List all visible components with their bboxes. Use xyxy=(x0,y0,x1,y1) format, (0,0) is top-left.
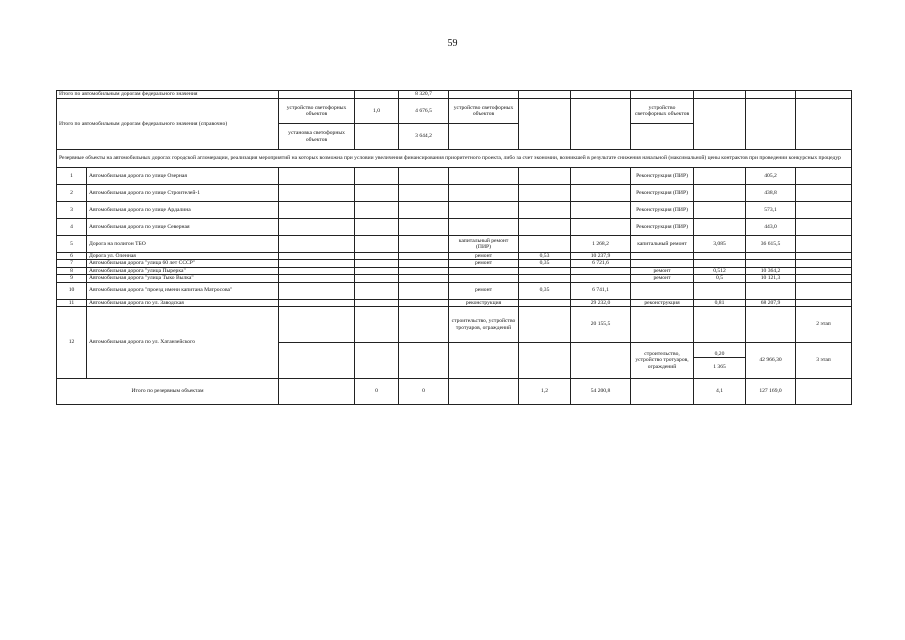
federal-total-amount: 8 320,7 xyxy=(399,91,449,99)
table-row: 2 Автомобильная дорога по улице Строителей-1 Реконструкция (ПИР) 438,8 xyxy=(57,185,852,202)
federal-reference-row-2: установка светофорных объектов 3 644,2 xyxy=(57,124,852,150)
table-row: 9 Автомобильная дорога "улица Тыко Вылка" ремонт 0,5 10 121,3 xyxy=(57,275,852,282)
table-row: 7 Автомобильная дорога "улица 60 лет СССР" ремонт 0,35 6 721,6 xyxy=(57,260,852,267)
reserve-header: Резервные объекты на автомобильных дорогах городской агломерации, реализация мероприятий на которых возможна при условии увеличения финансирования приоритетного проекта, либо за счет экономии, возникшей в результате снижения начальной (максимальной) цены контрактов при проведении конкурсных процедур xyxy=(57,150,852,168)
federal-reference-label: Итого по автомобильным дорогам федерального значения (справочно) xyxy=(57,99,279,150)
table-row: 3 Автомобильная дорога по улице Ардалина Реконструкция (ПИР) 573,1 xyxy=(57,202,852,219)
objects-table xyxy=(56,90,852,405)
table-row: 1 Автомобильная дорога по улице Озерная Реконструкция (ПИР) 405,2 xyxy=(57,168,852,185)
table-row: 6 Дорога ул. Оленная ремонт 0,53 10 237,9 xyxy=(57,253,852,260)
federal-total-row xyxy=(57,91,852,99)
federal-total-label: Итого по автомобильным дорогам федерального значения xyxy=(57,91,279,99)
table-row: 11 Автомобильная дорога по ул. Заводская реконструкция 29 232,0 реконструкция 0,81 68 207,9 xyxy=(57,299,852,306)
reserve-header-row xyxy=(57,150,852,168)
table-row: 12 Автомобильная дорога по ул. Хатанзейского строительство, устройство тротуаров, ограждений 20 155,5 2 этап xyxy=(57,307,852,343)
reserve-total-row: Итого по резервным объектам 0 0 1,2 54 200,8 4,1 127 169,0 xyxy=(57,379,852,405)
federal-reference-row: Итого по автомобильным дорогам федерального значения (справочно) устройство светофорных объектов 1,0 4 676,5 устройство светофорных объектов устройство светофорных объектов xyxy=(57,99,852,124)
table-row: 10 Автомобильная дорога "проезд имени капитана Матросова" ремонт 0,35 6 741,1 xyxy=(57,282,852,299)
reserve-total-label: Итого по резервным объектам xyxy=(57,379,279,405)
table-row: 4 Автомобильная дорога по улице Северная Реконструкция (ПИР) 443,0 xyxy=(57,219,852,236)
table-row: строительство, устройство тротуаров, ограждений 0,20 1 365 42 966,30 3 этап xyxy=(57,343,852,379)
table-row: 5 Дорога на полигон ТБО капитальный ремонт (ПИР) 1 268,2 капитальный ремонт 3,085 36 615,5 xyxy=(57,236,852,253)
table-row: 8 Автомобильная дорога "улица Пырерка" ремонт 0,512 10 364,2 xyxy=(57,267,852,274)
page-number: 59 xyxy=(447,38,458,49)
